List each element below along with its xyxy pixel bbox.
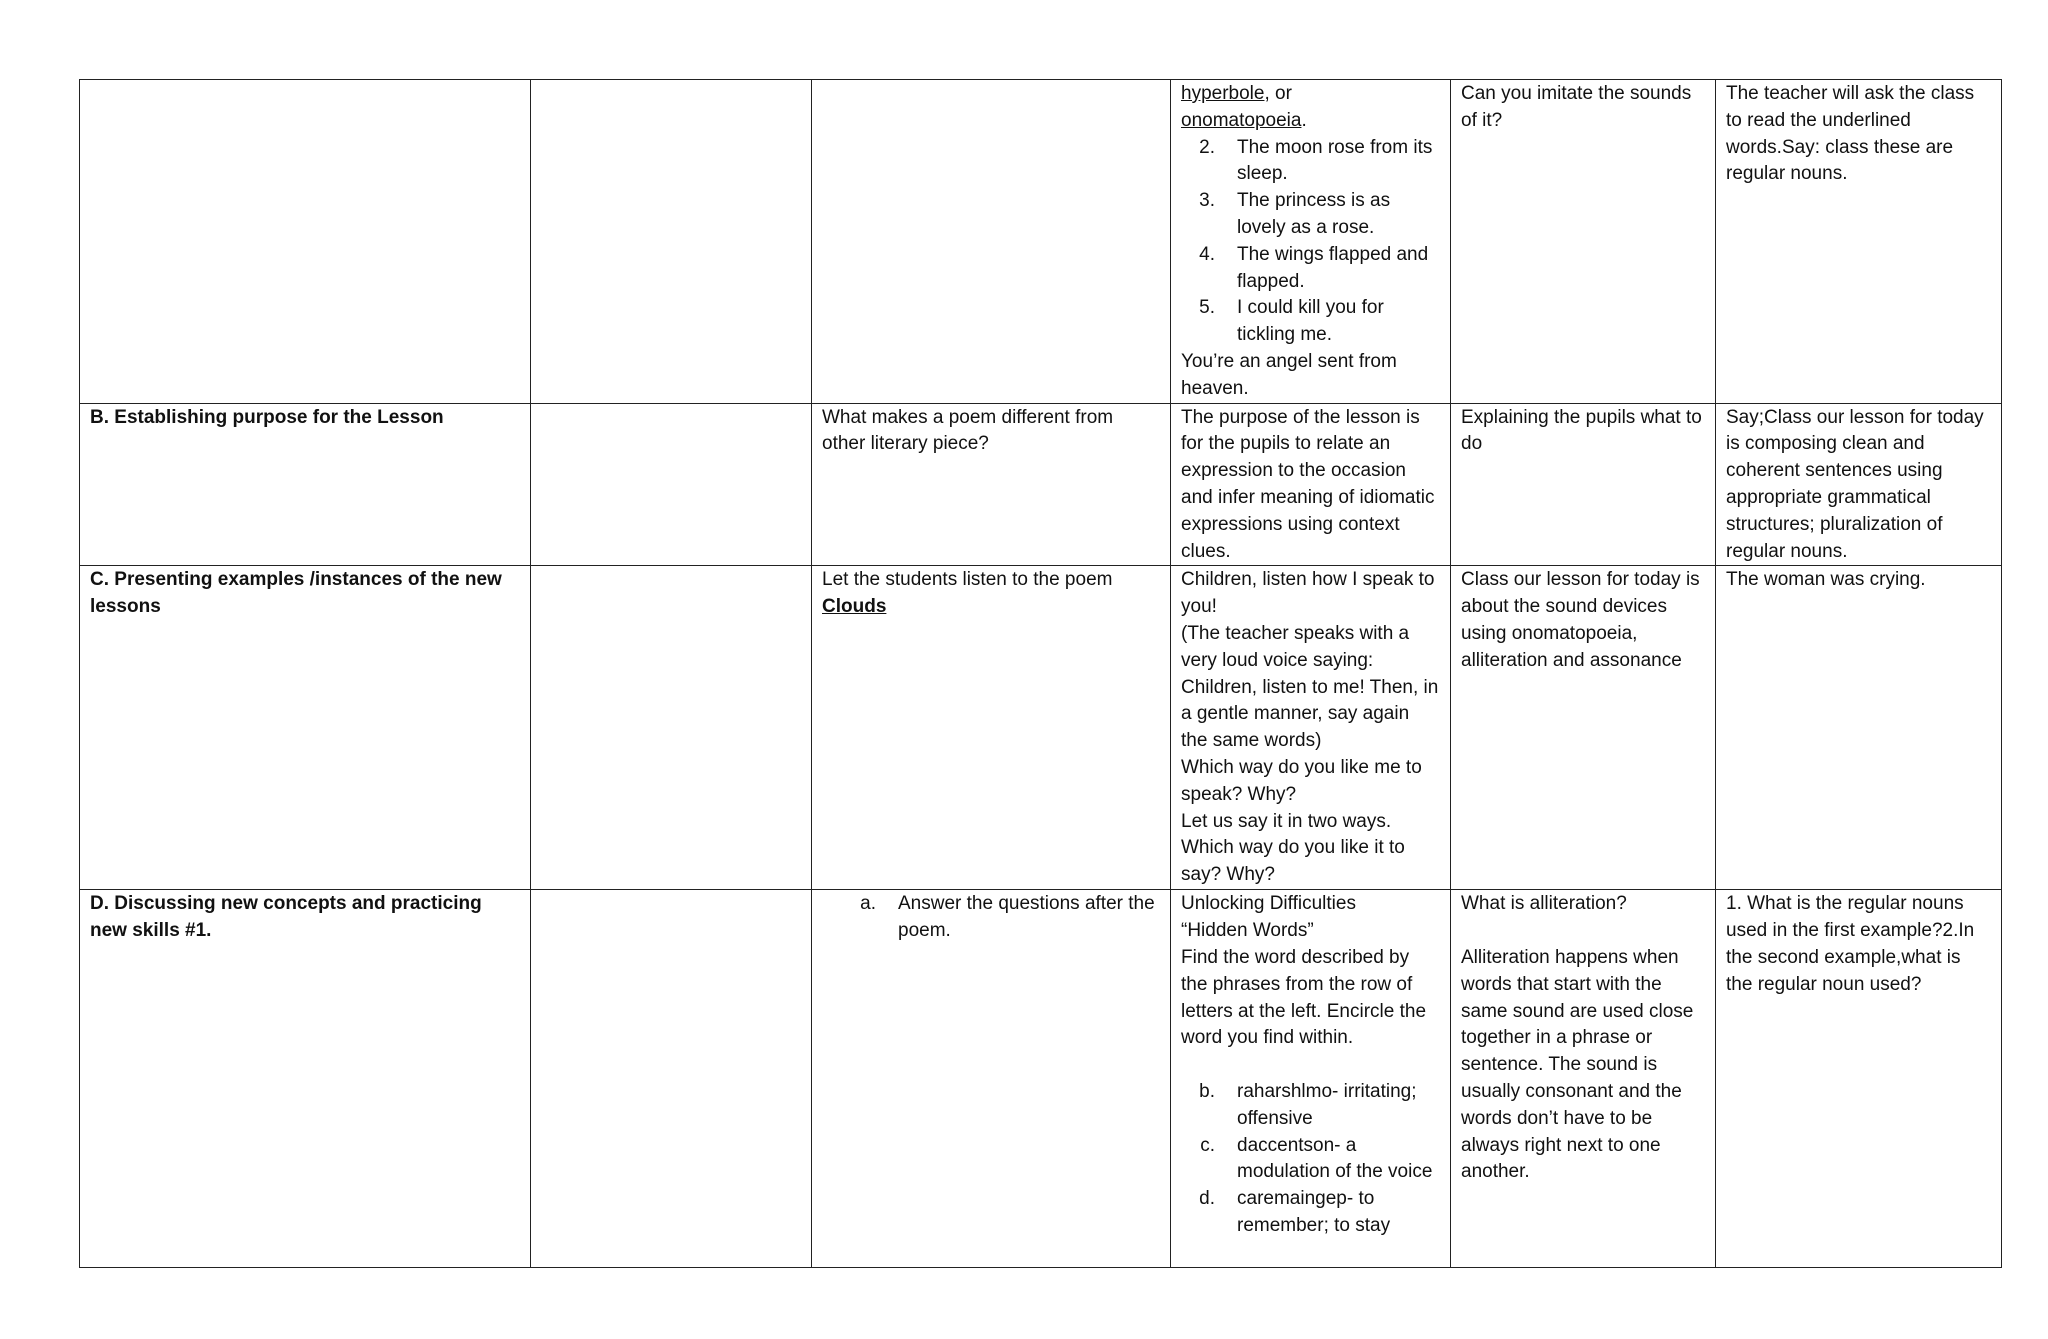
procedure-heading: C. Presenting examples /instances of the new lessons (90, 569, 502, 618)
list-item: 3. The princess is as lovely as a rose. (1199, 190, 1391, 238)
hidden-words-list (1181, 1079, 1440, 1240)
example-list (1181, 135, 1440, 349)
remarks-cell: The teacher will ask the class to read the underlined words.Say: class these are regular nouns. (1716, 80, 2002, 404)
list-item: c. daccentson- a modulation of the voice (1200, 1134, 1433, 1183)
table-row (80, 566, 2002, 890)
teacher-activity-cell: The purpose of the lesson is for the pupils to relate an expression to the occasion and infer meaning of idiomatic expressions using context clues. (1171, 403, 1451, 566)
activity-cell (812, 890, 1171, 1268)
procedure-cell (80, 403, 531, 566)
table-row (80, 80, 2002, 404)
objective-cell (531, 80, 812, 404)
teacher-activity-cell: Children, listen how I speak to you! (The teacher speaks with a very loud voice saying: Children, listen to me! Then, in a gentle manner, say again the same words) Which way do you like me to speak? Why? Let us say it in two ways. Which way do you like it to say? Why? (1171, 566, 1451, 890)
lesson-plan-table (79, 79, 2002, 1268)
procedure-heading: B. Establishing purpose for the Lesson (90, 406, 444, 428)
activity-cell: Let the students listen to the poem Clouds (812, 566, 1171, 890)
procedure-cell (80, 566, 531, 890)
pupil-activity-cell: Class our lesson for today is about the sound devices using onomatopoeia, alliteration and assonance (1451, 566, 1716, 890)
procedure-heading: D. Discussing new concepts and practicing new skills #1. (90, 893, 482, 942)
remarks-cell: The woman was crying. (1716, 566, 2002, 890)
figure-of-speech-line: hyperbole, or (1181, 83, 1292, 104)
objective-cell (531, 566, 812, 890)
pupil-activity-cell: Explaining the pupils what to do (1451, 403, 1716, 566)
figure-of-speech-line: onomatopoeia. (1181, 109, 1307, 131)
table-row (80, 403, 2002, 566)
activity-cell (812, 80, 1171, 404)
objective-cell (531, 403, 812, 566)
list-item: b. raharshlmo- irritating; offensive (1199, 1080, 1417, 1129)
table-row (80, 890, 2002, 1268)
objective-cell (531, 890, 812, 1268)
list-item: 4. The wings flapped and flapped. (1199, 243, 1429, 292)
pupil-activity-cell: Can you imitate the sounds of it? (1451, 80, 1716, 404)
list-item: 2. The moon rose from its sleep. (1199, 136, 1433, 185)
procedure-cell (80, 890, 531, 1268)
procedure-cell (80, 80, 531, 404)
remarks-cell: 1. What is the regular nouns used in the first example?2.In the second example,what is the regular noun used? (1716, 890, 2002, 1268)
pupil-activity-cell: What is alliteration? Alliteration happens when words that start with the same sound are used close together in a phrase or sentence. The sound is usually consonant and the words don’t have to be always right next to one another. (1451, 890, 1716, 1268)
teacher-activity-cell: Unlocking Difficulties “Hidden Words” Find the word described by the phrases from the row of letters at the left. Encircle the word you find within. b. raharshlmo- irritating; offensive c. daccentson- a modulation of the voice d. caremaingep- to remember; to stay (1171, 890, 1451, 1268)
underlined-word: onomatopoeia (1181, 109, 1302, 131)
underlined-word: hyperbole (1181, 83, 1265, 104)
activity-cell: What makes a poem different from other literary piece? (812, 403, 1171, 566)
poem-title: Clouds (822, 596, 887, 618)
activity-list (822, 891, 1160, 945)
remarks-cell: Say;Class our lesson for today is composing clean and coherent sentences using appropriate grammatical structures; pluralization of regular nouns. (1716, 403, 2002, 566)
list-item: d. caremaingep- to remember; to stay (1199, 1188, 1391, 1236)
list-item: a. Answer the questions after the poem. (860, 893, 1155, 942)
list-item: 5. I could kill you for tickling me. (1199, 297, 1384, 346)
teacher-activity-cell (1171, 80, 1451, 404)
cell-text: You’re an angel sent from heaven. (1181, 350, 1397, 399)
